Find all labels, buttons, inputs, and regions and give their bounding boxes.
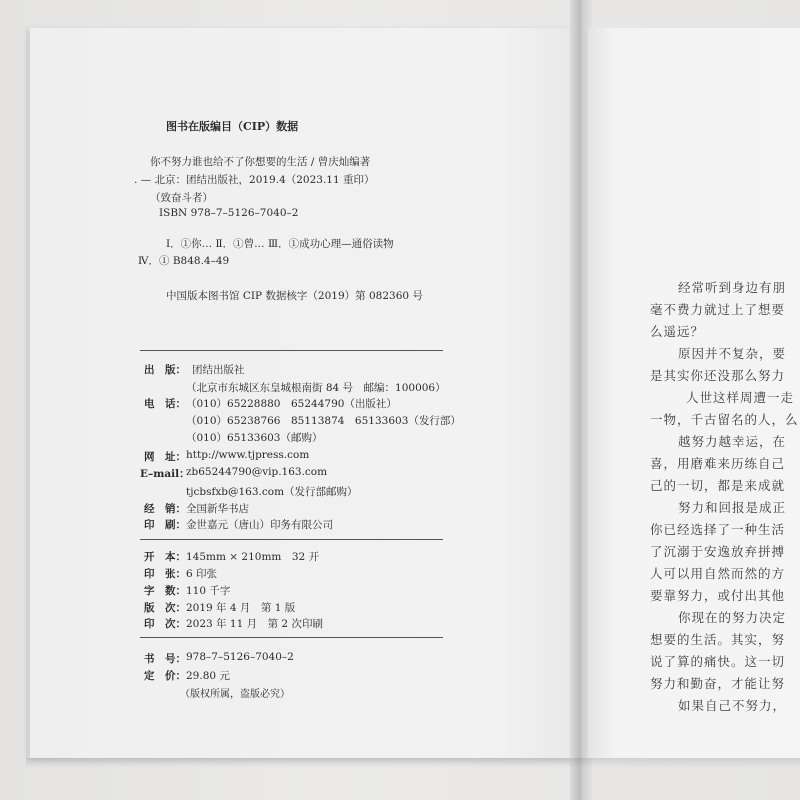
sheets: 6 印张	[186, 568, 218, 580]
publisher: 团结出版社	[192, 364, 245, 376]
email: tjcbsfxb@163.com（发行部邮购）	[186, 486, 358, 498]
body-line: 人世这样周遭一走	[686, 390, 795, 405]
page-shadow	[26, 758, 800, 768]
cip-line: Ⅰ．①你… Ⅱ．①曾… Ⅲ．①成功心理—通俗读物	[166, 238, 394, 250]
body-line: 原因并不复杂，要	[678, 346, 787, 361]
cip-heading: 图书在版编目（CIP）数据	[166, 120, 299, 133]
body-line: 你已经选择了一种生活	[650, 522, 786, 537]
cip-line: . — 北京：团结出版社，2019.4（2023.11 重印）	[134, 174, 375, 186]
website-label: 网 址：	[144, 451, 186, 463]
printer: 金世嘉元（唐山）印务有限公司	[186, 519, 333, 531]
isbn: 978–7–5126–7040–2	[186, 651, 294, 663]
divider	[140, 350, 443, 351]
distributor: 全国新华书店	[186, 503, 249, 515]
price: 29.80 元	[186, 670, 230, 682]
body-line: 是其实你还没那么努力	[650, 368, 786, 383]
phone-line: （010）65238766 85113874 65133603（发行部）	[186, 415, 461, 427]
words: 110 千字	[186, 585, 231, 597]
price-label: 定 价：	[144, 670, 186, 682]
publisher-address: （北京市东城区东皇城根南街 84 号 邮编：100006）	[186, 382, 446, 394]
body-line: 么遥远？	[650, 324, 705, 339]
divider	[140, 637, 443, 638]
impression-label: 印 次：	[144, 618, 186, 630]
right-page-text	[588, 28, 800, 758]
body-line: 喜，用磨难来历练自己	[650, 456, 786, 471]
sheets-label: 印 张：	[144, 568, 186, 580]
body-line: 想要的生活。其实，努	[650, 632, 786, 647]
website: http://www.tjpress.com	[186, 449, 310, 461]
cip-line: 你不努力谁也给不了你想要的生活 / 曾庆灿编著	[150, 156, 371, 168]
rights-notice: （版权所属，盗版必究）	[180, 689, 290, 700]
edition: 2019 年 4 月 第 1 版	[186, 602, 296, 614]
format-label: 开 本：	[144, 551, 186, 563]
phone-label: 电 话：	[144, 398, 186, 410]
body-line: 一物，千古留名的人，么	[650, 412, 799, 427]
body-line: 说了算的痛快。这一切	[650, 654, 786, 669]
body-line: 人可以用自然而然的方	[650, 566, 786, 581]
body-line: 己的一切，都是来成就	[650, 478, 786, 493]
printer-label: 印 刷：	[144, 519, 186, 531]
phone-line: （010）65133603（邮购）	[186, 432, 323, 444]
body-line: 经常听到身边有朋	[678, 280, 787, 295]
body-line: 了沉溺于安逸放弃拼搏	[650, 544, 786, 559]
body-line: 要靠努力，或付出其他	[650, 588, 786, 603]
body-line: 努力和勤奋，才能让努	[650, 676, 786, 691]
email: zb65244790@vip.163.com	[186, 466, 328, 478]
body-line: 如果自己不努力，	[678, 698, 787, 713]
divider	[140, 539, 443, 540]
impression: 2023 年 11 月 第 2 次印刷	[186, 618, 323, 630]
publisher-label: 出 版：	[144, 364, 186, 376]
cip-line: 中国版本图书馆 CIP 数据核字（2019）第 082360 号	[166, 290, 423, 302]
distributor-label: 经 销：	[144, 503, 186, 515]
words-label: 字 数：	[144, 585, 186, 597]
edition-label: 版 次：	[144, 602, 186, 614]
body-line: 努力和回报是成正	[678, 500, 787, 515]
email-label: E–mail：	[140, 468, 190, 480]
cip-line: （致奋斗者）	[150, 192, 213, 204]
phone-line: （010）65228880 65244790（出版社）	[186, 398, 397, 410]
body-line: 越努力越幸运，在	[678, 434, 787, 449]
body-line: 你现在的努力决定	[678, 610, 787, 625]
cip-line: ISBN 978–7–5126–7040–2	[159, 207, 299, 219]
format: 145mm × 210mm 32 开	[186, 551, 320, 563]
cip-line: Ⅳ．① B848.4–49	[138, 255, 230, 267]
isbn-label: 书 号：	[144, 653, 186, 665]
body-line: 毫不费力就过上了想要	[650, 302, 786, 317]
